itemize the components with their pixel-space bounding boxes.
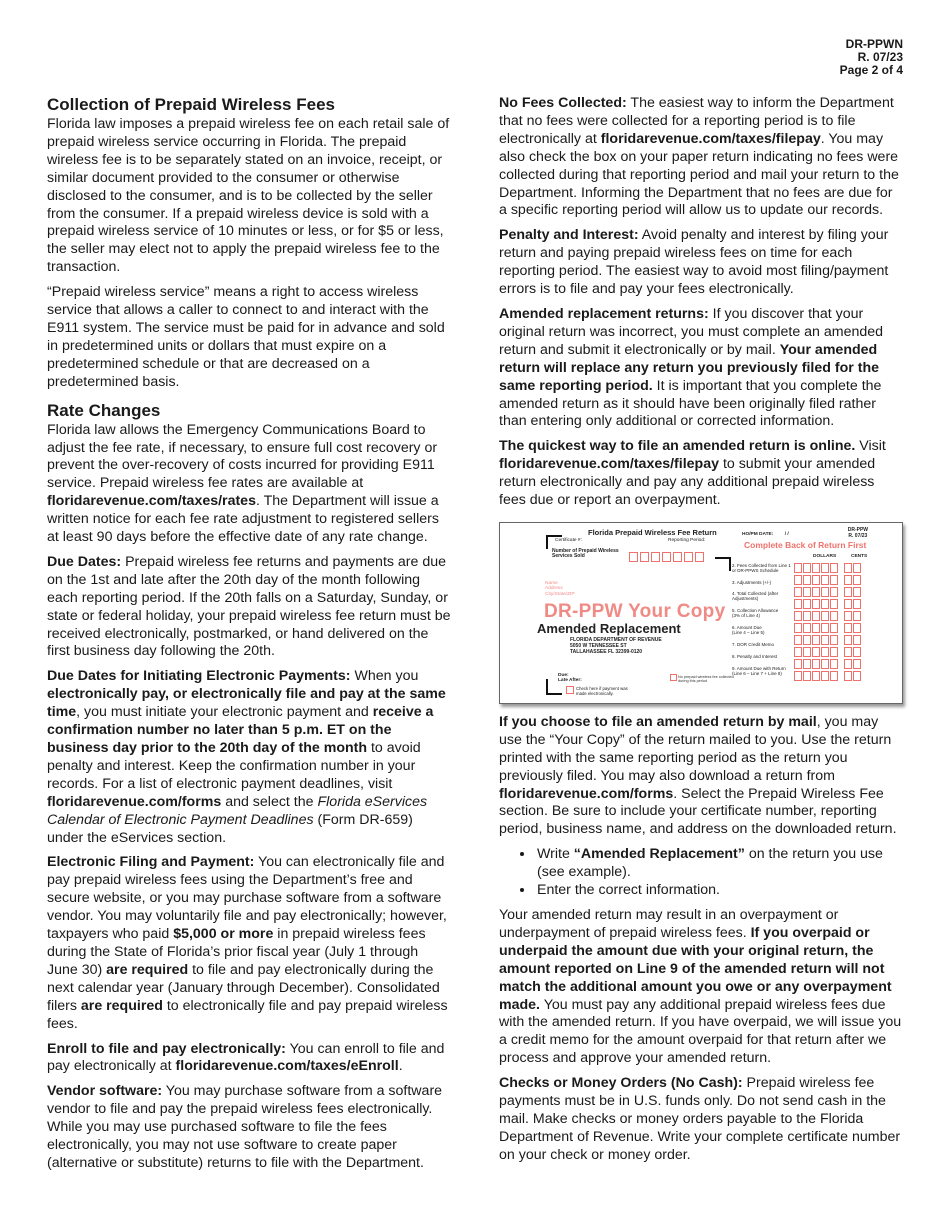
sample-amount-box xyxy=(794,599,802,609)
sample-amount-box xyxy=(853,647,861,657)
sample-due-late: Due: Late After: xyxy=(558,672,582,684)
sample-amount-box xyxy=(844,623,852,633)
collection-heading: Collection of Prepaid Wireless Fees xyxy=(47,95,335,114)
rate-changes-heading: Rate Changes xyxy=(47,400,161,420)
sample-amount-box xyxy=(844,599,852,609)
form-code: DR-PPWN xyxy=(845,37,903,51)
sample-line-item: (Line 6 – Line 7 + Line 8) xyxy=(732,670,782,676)
sample-amount-box xyxy=(812,611,820,621)
collection-paragraph-2: “Prepaid wireless service” means a right to access wireless service that allows a caller to connect to and interact with the E911 system. The service must be paid for in advance and sold in predetermined units or dollars that must expire on a predetermined schedule or that are decreased on a predetermined basis. xyxy=(47,284,445,390)
sample-name-address: Name Address City/State/ZIP xyxy=(545,580,575,597)
page-number: Page 2 of 4 xyxy=(839,63,903,77)
sample-line-item: 7. DOR Credit Memo xyxy=(732,641,775,647)
sample-amount-box xyxy=(830,611,838,621)
sample-amount-box xyxy=(803,587,811,597)
sample-form-code: DR-PPW R. 07/23 xyxy=(847,526,868,539)
sample-line-item: 8. Penalty and Interest xyxy=(732,653,778,659)
sample-amount-box xyxy=(853,671,861,681)
sample-reporting-period-label: Reporting Period: xyxy=(668,537,706,543)
sample-amount-box xyxy=(821,563,829,573)
sample-electronic-payment-check: Check here if payment was made electronically. xyxy=(576,685,628,696)
sample-amount-box xyxy=(844,635,852,645)
electronic-payment-due-paragraph: Due Dates for Initiating Electronic Payments: When you electronically pay, or electronically file and pay at the same time, you must initiate your electronic payment and receive a confirmation number no later than 5 p.m. ET on the business day prior to the 20th day of the month to avoid penalty and interest. Keep the confirmation number in your records. For a list of electronic payment deadlines, visit floridarevenue.com/forms and select the Florida eServices Calendar of Electronic Payment Deadlines (Form DR-659) under the eServices section. xyxy=(47,668,446,846)
checks-money-orders-paragraph: Checks or Money Orders (No Cash): Prepaid wireless fee payments must be in U.S. funds only. Do not send cash in the mail. Make checks or money orders payable to the Florida Department of Revenue. Write your complete certificate number on your check or money order. xyxy=(499,1075,901,1163)
electronic-filing-paragraph: Electronic Filing and Payment: You can electronically file and pay prepaid wireless fees using the Department’s free and secure website, or you may purchase software from a software vendor. You may voluntarily file and pay electronically; however, taxpayers who paid $5,000 or more in prepaid wireless fees during the State of Florida’s prior fiscal year (July 1 through June 30) are required to file and pay electronically during the next calendar year (January through December). Consolidated filers are required to electronically file and pay prepaid wireless fees. xyxy=(47,854,448,1032)
sample-dollars-header: DOLLARS xyxy=(813,553,837,559)
vendor-software-paragraph: Vendor software: You may purchase software from a software vendor to file and pay the prepaid wireless fees electronically. While you may use purchased software to file the fees electronically, you may not use software to create paper (alternative or substitute) returns to file with the Department. xyxy=(47,1083,443,1171)
sample-amount-box xyxy=(794,575,802,585)
amended-returns-paragraph: Amended replacement returns: If you discover that your original return was incorrect, you must complete an amended return and submit it electronically or by mail. Your amended return will replace any return you previously filed for the same reporting period. It is important that you complete the amended return as it should have been originally filed rather than entering only additional or corrected information. xyxy=(499,305,884,430)
forms-link-2[interactable]: floridarevenue.com/forms xyxy=(499,785,674,802)
sample-amount-box xyxy=(812,575,820,585)
sample-amount-box xyxy=(803,647,811,657)
sample-amount-box xyxy=(812,599,820,609)
sample-cents-header: CENTS xyxy=(851,553,868,559)
sample-amount-box xyxy=(821,623,829,633)
sample-amount-box xyxy=(812,587,820,597)
sample-amount-box xyxy=(830,671,838,681)
sample-amount-box xyxy=(830,599,838,609)
sample-amount-box xyxy=(794,563,802,573)
sample-line-item: 6. Amount Due xyxy=(732,624,762,630)
sample-amount-box xyxy=(794,659,802,669)
left-column xyxy=(47,95,451,1180)
sample-amount-box xyxy=(794,587,802,597)
sample-amount-box xyxy=(821,647,829,657)
right-column xyxy=(499,95,904,1172)
sample-amount-box xyxy=(844,671,852,681)
sample-amount-box xyxy=(830,647,838,657)
sample-amount-box xyxy=(812,671,820,681)
sample-amount-box xyxy=(803,671,811,681)
sample-amount-box xyxy=(794,611,802,621)
sample-amount-box xyxy=(794,635,802,645)
page-header xyxy=(840,38,903,77)
sample-amount-box xyxy=(821,599,829,609)
sample-amount-box xyxy=(853,623,861,633)
sample-amount-box xyxy=(812,647,820,657)
collection-paragraph-1: Florida law imposes a prepaid wireless fee on each retail sale of prepaid wireless service occurring in Florida. The prepaid wireless fee is to be separately stated on an invoice, receipt, or similar document provided to the consumer or otherwise disclosed to the consumer, and is to be collected by the seller from the consumer. If a prepaid wireless device is sold with a prepaid wireless service of 10 minutes or less, or for $5 or less, the seller may elect not to apply the prepaid wireless fee to the transaction. xyxy=(47,116,450,276)
sample-amount-box xyxy=(853,587,861,597)
sample-amount-box xyxy=(803,659,811,669)
sample-amount-box xyxy=(812,635,820,645)
list-item: • Enter the correct information. xyxy=(535,882,904,900)
overpayment-paragraph: Your amended return may result in an overpayment or underpayment of prepaid wireless fees. If you overpaid or underpaid the amount due with your original return, the amount reported on Line 9 of the amended return will not match the additional amount you owe or any overpayment made. You must pay any additional prepaid wireless fees due with the amended return. If you have overpaid, we will issue you a credit memo for the amount overpaid for that return after we process and approve your amended return. xyxy=(499,907,902,1067)
sample-amount-box xyxy=(821,587,829,597)
sample-certificate-label: Certificate #: xyxy=(555,537,582,543)
sample-line-item: 4. Total Collected (after xyxy=(732,590,779,596)
sample-amount-box xyxy=(844,575,852,585)
sample-amount-box xyxy=(794,671,802,681)
sample-amended-return-image xyxy=(499,522,903,704)
sample-amount-box xyxy=(803,623,811,633)
amend-by-mail-paragraph: If you choose to file an amended return by mail, you may use the “Your Copy” of the return mailed to you. Use the return printed with the same reporting period as the return you previously filed. You may also download a return from floridarevenue.com/forms. Select the Prepaid Wireless Fee section. Be sure to include your certificate number, reporting period, business name, and address on the downloaded return. xyxy=(499,713,897,838)
forms-link[interactable]: floridarevenue.com/forms xyxy=(47,793,222,810)
sample-line-item: 2. Fees Collected from Line 1 xyxy=(732,562,791,568)
penalty-interest-paragraph: Penalty and Interest: Avoid penalty and interest by filing your return and paying prepaid wireless fees on time for each reporting period. The easiest way to avoid most filing/payment errors is to file and pay your fees electronically. xyxy=(499,227,889,298)
sample-amount-box xyxy=(812,563,820,573)
form-revision: R. 07/23 xyxy=(857,50,903,64)
sample-amount-box xyxy=(803,599,811,609)
sample-amount-box xyxy=(812,623,820,633)
sample-dor-address: FLORIDA DEPARTMENT OF REVENUE 5050 W TENNESSEE ST TALLAHASSEE FL 32399-0120 xyxy=(570,636,662,655)
sample-line-item: 3. Adjustments (+/-) xyxy=(732,579,772,585)
sample-line-item: (3% of Line 4) xyxy=(732,612,761,618)
sample-ho-pm-date: HO/PM DATE: / / xyxy=(742,531,789,537)
sample-amount-box xyxy=(830,659,838,669)
enroll-paragraph: Enroll to file and pay electronically: You can enroll to file and pay electronically at floridarevenue.com/taxes/eEnroll. xyxy=(47,1040,445,1075)
sample-line-item: (Line 4 – Line 5) xyxy=(732,629,765,635)
sample-amount-box xyxy=(853,563,861,573)
sample-amount-box xyxy=(844,611,852,621)
rate-changes-paragraph: Florida law allows the Emergency Communications Board to adjust the fee rate, if necessary, to ensure full cost recovery or prevent the over-recovery of costs incurred for providing E911 service. Prepaid wireless fee rates are available at floridarevenue.com/taxes/rates. The Department will issue a written notice for each fee rate adjustment to registered sellers at least 90 days before the effective date of any rate change. xyxy=(47,421,439,546)
sample-complete-back-first: Complete Back of Return First xyxy=(744,539,867,550)
filepay-link-2[interactable]: floridarevenue.com/taxes/filepay xyxy=(499,456,719,473)
sample-amount-box xyxy=(830,575,838,585)
sample-line-item: 9. Amount Due with Return xyxy=(732,665,786,671)
amend-online-paragraph: The quickest way to file an amended return is online. Visit floridarevenue.com/taxes/filepay to submit your amended return electronically and pay any additional prepaid wireless fees due or report an overpayment. xyxy=(499,438,886,509)
sample-amount-box xyxy=(821,611,829,621)
no-fees-paragraph: No Fees Collected: The easiest way to inform the Department that no fees were collected for a reporting period is to file electronically at floridarevenue.com/taxes/filepay. You may also check the box on your paper return indicating no fees were collected during that reporting period and mail your return to the Department. Informing the Department that no fees are due for a specific reporting period will allow us to update our records. xyxy=(499,95,899,219)
sample-line-item: or DR-PPWS Schedule xyxy=(732,567,779,573)
sample-line-item: Adjustments) xyxy=(732,595,759,601)
sample-amount-box xyxy=(821,671,829,681)
sample-amount-box xyxy=(803,635,811,645)
list-item: • Write “Amended Replacement” on the return you use (see example). xyxy=(535,846,904,882)
sample-amount-box xyxy=(812,659,820,669)
sample-amount-box xyxy=(794,623,802,633)
sample-line-item: 5. Collection Allowance xyxy=(732,607,779,613)
sample-amount-box xyxy=(803,611,811,621)
sample-your-copy-watermark: DR-PPW Your Copy xyxy=(544,600,726,622)
sample-amount-box xyxy=(853,611,861,621)
sample-amount-box xyxy=(821,659,829,669)
sample-no-fees-checkbox: No prepaid wireless fee collected during this period xyxy=(678,674,734,684)
sample-amount-box xyxy=(844,647,852,657)
sample-form-title: Florida Prepaid Wireless Fee Return xyxy=(588,527,717,537)
sample-amount-box xyxy=(844,587,852,597)
sample-amended-replacement-text: Amended Replacement xyxy=(537,620,681,636)
sample-amount-box xyxy=(830,587,838,597)
sample-amount-box xyxy=(803,575,811,585)
amend-instructions-list xyxy=(499,846,904,900)
sample-amount-box xyxy=(853,599,861,609)
filepay-link[interactable]: floridarevenue.com/taxes/filepay xyxy=(600,130,821,147)
sample-amount-box xyxy=(803,563,811,573)
sample-amount-box xyxy=(844,563,852,573)
sample-amount-box xyxy=(830,635,838,645)
sample-prepaid-services-label: Number of Prepaid Wireless Services Sold xyxy=(552,547,619,560)
sample-amount-box xyxy=(830,563,838,573)
sample-amount-box xyxy=(821,575,829,585)
sample-amount-box xyxy=(821,635,829,645)
sample-amount-box xyxy=(794,647,802,657)
rates-link[interactable]: floridarevenue.com/taxes/rates xyxy=(47,493,256,510)
eenroll-link[interactable]: floridarevenue.com/taxes/eEnroll xyxy=(175,1058,399,1075)
sample-amount-box xyxy=(853,659,861,669)
sample-amount-box xyxy=(853,635,861,645)
sample-amount-box xyxy=(853,575,861,585)
sample-amount-box xyxy=(844,659,852,669)
sample-amount-box xyxy=(830,623,838,633)
due-dates-paragraph: Due Dates: Prepaid wireless fee returns and payments are due on the 1st and late after the 20th day of the month following each reporting period. If the 20th falls on a Saturday, Sunday, or state or federal holiday, your prepaid wireless fee return must be received electronically, postmarked, or hand delivered on the first business day following the 20th. xyxy=(47,553,451,660)
